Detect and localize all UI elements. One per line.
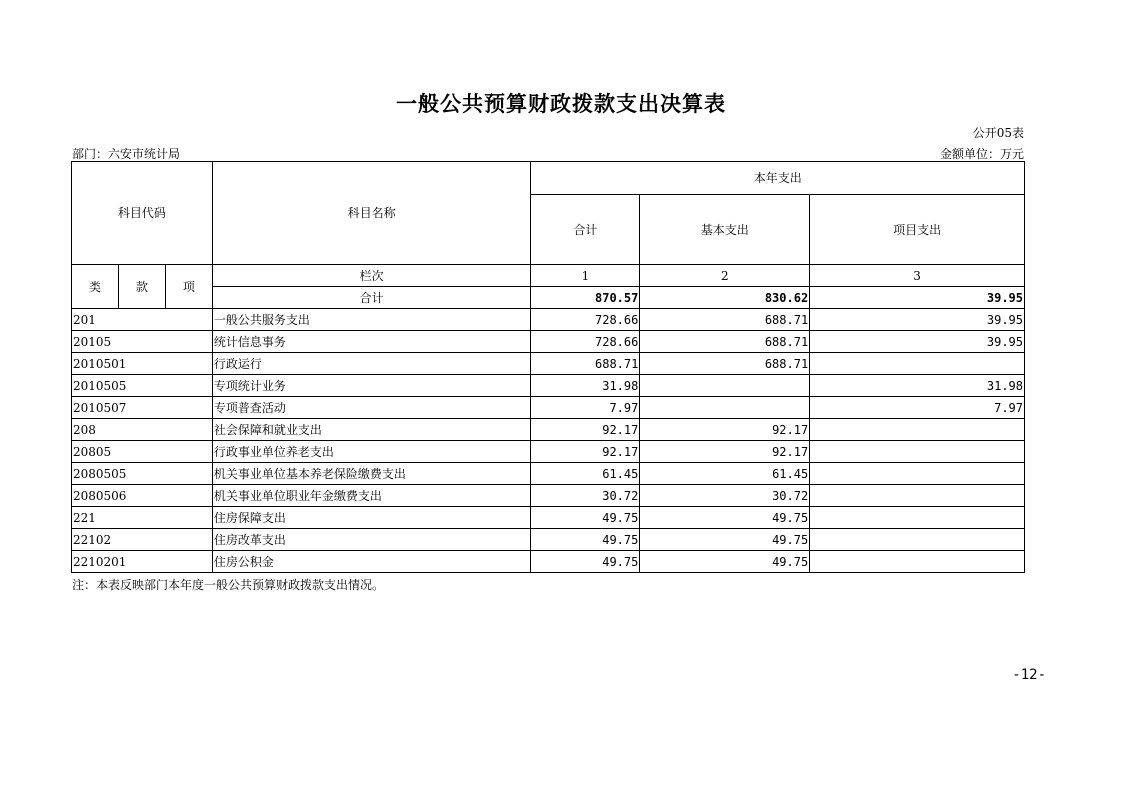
subject-code: 221 [72, 507, 213, 529]
amount-total: 728.66 [531, 331, 640, 353]
subject-name: 住房保障支出 [212, 507, 531, 529]
amount-project [810, 551, 1025, 573]
amount-project: 39.95 [810, 309, 1025, 331]
header-lei: 类 [72, 265, 119, 309]
amount-basic: 49.75 [640, 529, 810, 551]
amount-basic [640, 375, 810, 397]
subject-name: 一般公共服务支出 [212, 309, 531, 331]
table-row [72, 441, 1025, 463]
subject-code: 2010501 [72, 353, 213, 375]
header-col3: 3 [810, 265, 1025, 287]
total-basic: 830.62 [640, 287, 810, 309]
subject-name: 住房改革支出 [212, 529, 531, 551]
amount-project: 39.95 [810, 331, 1025, 353]
table-row [72, 529, 1025, 551]
page-title: 一般公共预算财政拨款支出决算表 [396, 92, 726, 116]
amount-total: 49.75 [531, 551, 640, 573]
subject-code: 2080506 [72, 485, 213, 507]
amount-project: 31.98 [810, 375, 1025, 397]
header-column-no: 栏次 [212, 265, 531, 287]
header-subject-name: 科目名称 [212, 162, 531, 265]
amount-project [810, 463, 1025, 485]
amount-total: 7.97 [531, 397, 640, 419]
amount-project [810, 441, 1025, 463]
subject-code: 20105 [72, 331, 213, 353]
amount-project: 7.97 [810, 397, 1025, 419]
table-row [72, 419, 1025, 441]
table-row [72, 507, 1025, 529]
table-row [72, 463, 1025, 485]
amount-basic: 688.71 [640, 309, 810, 331]
subject-name: 住房公积金 [212, 551, 531, 573]
subject-code: 2010507 [72, 397, 213, 419]
amount-basic: 92.17 [640, 419, 810, 441]
amount-basic: 30.72 [640, 485, 810, 507]
header-basic: 基本支出 [640, 195, 810, 265]
amount-unit-label: 金额单位：万元 [939, 147, 1024, 161]
subject-name: 专项统计业务 [212, 375, 531, 397]
subject-name: 机关事业单位基本养老保险缴费支出 [212, 463, 531, 485]
subject-code: 2210201 [72, 551, 213, 573]
header-subject-code: 科目代码 [72, 162, 213, 265]
total-label: 合计 [212, 287, 531, 309]
subject-code: 2080505 [72, 463, 213, 485]
subject-code: 208 [72, 419, 213, 441]
amount-total: 31.98 [531, 375, 640, 397]
subject-code: 20805 [72, 441, 213, 463]
amount-total: 61.45 [531, 463, 640, 485]
amount-project [810, 529, 1025, 551]
subject-code: 22102 [72, 529, 213, 551]
form-number: 公开05表 [972, 126, 1024, 140]
amount-total: 688.71 [531, 353, 640, 375]
header-current-year: 本年支出 [531, 162, 1025, 195]
expenditure-table [71, 161, 1025, 573]
subject-name: 行政运行 [212, 353, 531, 375]
amount-basic [640, 397, 810, 419]
header-col2: 2 [640, 265, 810, 287]
table-row [72, 309, 1025, 331]
amount-total: 92.17 [531, 441, 640, 463]
subject-code: 201 [72, 309, 213, 331]
amount-basic: 688.71 [640, 353, 810, 375]
header-kuan: 款 [118, 265, 165, 309]
amount-basic: 92.17 [640, 441, 810, 463]
subject-name: 行政事业单位养老支出 [212, 441, 531, 463]
department-label: 部门：六安市统计局 [72, 147, 181, 161]
subject-name: 社会保障和就业支出 [212, 419, 531, 441]
amount-basic: 688.71 [640, 331, 810, 353]
amount-project [810, 419, 1025, 441]
amount-basic: 49.75 [640, 507, 810, 529]
amount-basic: 61.45 [640, 463, 810, 485]
table-row [72, 375, 1025, 397]
table-row [72, 331, 1025, 353]
subject-code: 2010505 [72, 375, 213, 397]
header-project: 项目支出 [810, 195, 1025, 265]
subject-name: 统计信息事务 [212, 331, 531, 353]
total-row [72, 287, 1025, 309]
footnote: 注：本表反映部门本年度一般公共预算财政拨款支出情况。 [72, 578, 385, 592]
amount-total: 92.17 [531, 419, 640, 441]
total-amount: 870.57 [531, 287, 640, 309]
amount-total: 49.75 [531, 507, 640, 529]
amount-project [810, 485, 1025, 507]
table-row [72, 485, 1025, 507]
header-xiang: 项 [165, 265, 212, 309]
header-col1: 1 [531, 265, 640, 287]
amount-total: 728.66 [531, 309, 640, 331]
table-row [72, 551, 1025, 573]
amount-project [810, 353, 1025, 375]
total-project: 39.95 [810, 287, 1025, 309]
table-row [72, 353, 1025, 375]
subject-name: 专项普查活动 [212, 397, 531, 419]
subject-name: 机关事业单位职业年金缴费支出 [212, 485, 531, 507]
amount-project [810, 507, 1025, 529]
page-number: -12- [1012, 667, 1046, 683]
amount-total: 30.72 [531, 485, 640, 507]
table-row [72, 397, 1025, 419]
amount-total: 49.75 [531, 529, 640, 551]
amount-basic: 49.75 [640, 551, 810, 573]
header-total: 合计 [531, 195, 640, 265]
